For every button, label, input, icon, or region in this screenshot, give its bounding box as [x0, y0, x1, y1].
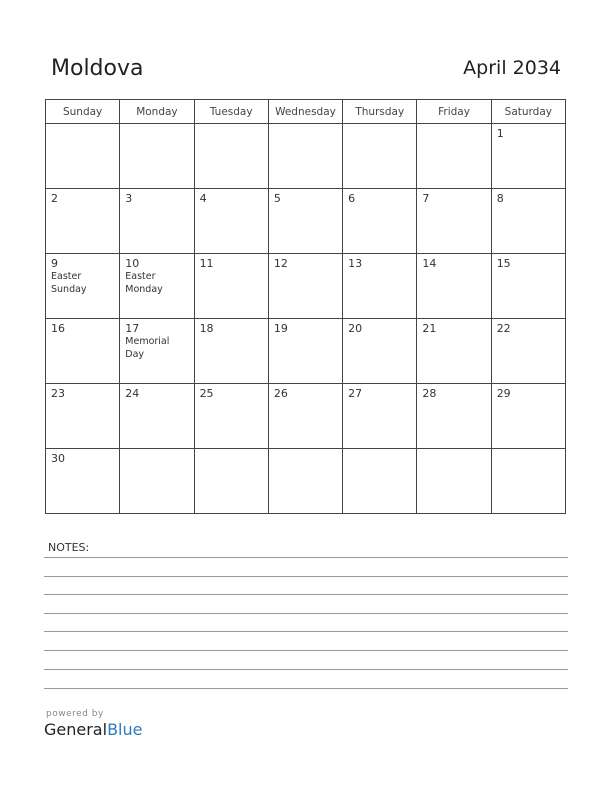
calendar-day-cell[interactable] [417, 254, 491, 319]
brand-name-blue: Blue [107, 720, 143, 739]
calendar-day-cell[interactable] [46, 124, 120, 189]
powered-by-text: powered by [46, 709, 104, 719]
day-number: 17 [125, 322, 140, 335]
notes-line [44, 688, 568, 689]
calendar-day-cell[interactable] [268, 384, 342, 449]
calendar-day-cell[interactable] [417, 189, 491, 254]
day-number: 26 [273, 387, 288, 400]
calendar-day-cell[interactable] [417, 124, 491, 189]
day-number: 20 [348, 322, 363, 335]
calendar-day-cell[interactable] [268, 254, 342, 319]
day-number: 3 [125, 192, 133, 205]
day-number: 16 [51, 322, 65, 335]
day-number [269, 124, 342, 127]
day-number [417, 124, 490, 127]
day-number: 24 [125, 387, 140, 400]
weekday-header: Tuesday [194, 100, 268, 124]
calendar-day-cell[interactable] [417, 319, 491, 384]
day-number: 6 [348, 192, 356, 205]
day-number [120, 124, 193, 127]
day-number: 4 [199, 192, 207, 205]
calendar-day-cell[interactable] [268, 124, 342, 189]
calendar-day-cell[interactable] [491, 189, 565, 254]
day-number: 28 [422, 387, 437, 400]
calendar-day-cell[interactable] [343, 319, 417, 384]
day-number: 21 [422, 322, 437, 335]
weekday-header: Friday [417, 100, 491, 124]
calendar-day-cell[interactable] [46, 449, 120, 514]
calendar-week-row [46, 254, 566, 319]
day-number: 23 [51, 387, 65, 400]
day-number: 8 [496, 192, 504, 205]
calendar-day-cell[interactable] [194, 319, 268, 384]
weekday-header: Sunday [46, 100, 120, 124]
calendar-day-cell[interactable] [491, 384, 565, 449]
calendar-day-cell[interactable] [491, 319, 565, 384]
calendar-day-cell[interactable] [343, 124, 417, 189]
brand-name-general: General [44, 720, 108, 739]
calendar-day-cell[interactable] [120, 319, 194, 384]
calendar-day-cell[interactable] [268, 449, 342, 514]
notes-line [44, 669, 568, 670]
calendar-country-title: Moldova [51, 56, 144, 81]
calendar-week-row [46, 449, 566, 514]
calendar-week-row [46, 189, 566, 254]
weekday-header: Thursday [343, 100, 417, 124]
day-number [343, 124, 416, 127]
calendar-day-cell[interactable] [343, 449, 417, 514]
calendar-day-cell[interactable] [491, 124, 565, 189]
day-number: 25 [199, 387, 214, 400]
calendar-day-cell[interactable] [194, 384, 268, 449]
notes-label: NOTES: [48, 541, 90, 554]
calendar-day-cell[interactable] [120, 124, 194, 189]
calendar-day-cell[interactable] [120, 189, 194, 254]
day-number: 22 [496, 322, 511, 335]
day-number: 30 [51, 452, 65, 465]
day-number: 1 [496, 127, 504, 140]
holiday-label: Memorial Day [125, 336, 170, 360]
calendar-day-cell[interactable] [46, 254, 120, 319]
calendar-day-cell[interactable] [268, 319, 342, 384]
calendar-day-cell[interactable] [194, 449, 268, 514]
notes-line [44, 594, 568, 595]
holiday-label: Easter Sunday [51, 271, 87, 295]
notes-line [44, 576, 568, 577]
calendar-day-cell[interactable] [491, 254, 565, 319]
day-number: 11 [199, 257, 214, 270]
day-number [46, 124, 119, 127]
calendar-day-cell[interactable] [417, 384, 491, 449]
day-number: 19 [273, 322, 288, 335]
calendar-month-year: April 2034 [463, 57, 561, 79]
day-number [492, 449, 565, 452]
calendar-day-cell[interactable] [417, 449, 491, 514]
calendar-day-cell[interactable] [491, 449, 565, 514]
calendar-day-cell[interactable] [194, 254, 268, 319]
weekday-header: Saturday [491, 100, 565, 124]
calendar-day-cell[interactable] [120, 449, 194, 514]
brand-logo[interactable] [44, 720, 142, 739]
calendar-day-cell[interactable] [268, 189, 342, 254]
calendar-day-cell[interactable] [46, 384, 120, 449]
calendar-day-cell[interactable] [343, 189, 417, 254]
weekday-header-row [46, 100, 566, 124]
notes-line [44, 650, 568, 651]
calendar-week-row [46, 124, 566, 189]
notes-line [44, 631, 568, 632]
weekday-header: Wednesday [268, 100, 342, 124]
calendar-day-cell[interactable] [194, 189, 268, 254]
calendar-day-cell[interactable] [194, 124, 268, 189]
calendar-day-cell[interactable] [343, 384, 417, 449]
calendar-day-cell[interactable] [343, 254, 417, 319]
day-number: 14 [422, 257, 437, 270]
day-number: 5 [273, 192, 281, 205]
notes-line [44, 557, 568, 558]
day-number: 9 [51, 257, 58, 270]
day-number: 15 [496, 257, 511, 270]
calendar-grid [45, 99, 566, 514]
day-number: 29 [496, 387, 511, 400]
day-number [269, 449, 342, 452]
day-number: 12 [273, 257, 288, 270]
day-number: 27 [348, 387, 363, 400]
calendar-day-cell[interactable] [46, 319, 120, 384]
notes-line [44, 613, 568, 614]
calendar-day-cell[interactable] [46, 189, 120, 254]
day-number: 10 [125, 257, 140, 270]
day-number: 18 [199, 322, 214, 335]
calendar-week-row [46, 384, 566, 449]
day-number [195, 124, 268, 127]
day-number [343, 449, 416, 452]
holiday-label: Easter Monday [125, 271, 163, 295]
day-number [195, 449, 268, 452]
day-number: 7 [422, 192, 430, 205]
day-number: 13 [348, 257, 363, 270]
day-number [417, 449, 490, 452]
calendar-week-row [46, 319, 566, 384]
day-number: 2 [51, 192, 58, 205]
day-number [120, 449, 193, 452]
weekday-header: Monday [120, 100, 194, 124]
calendar-day-cell[interactable] [120, 384, 194, 449]
calendar-day-cell[interactable] [120, 254, 194, 319]
